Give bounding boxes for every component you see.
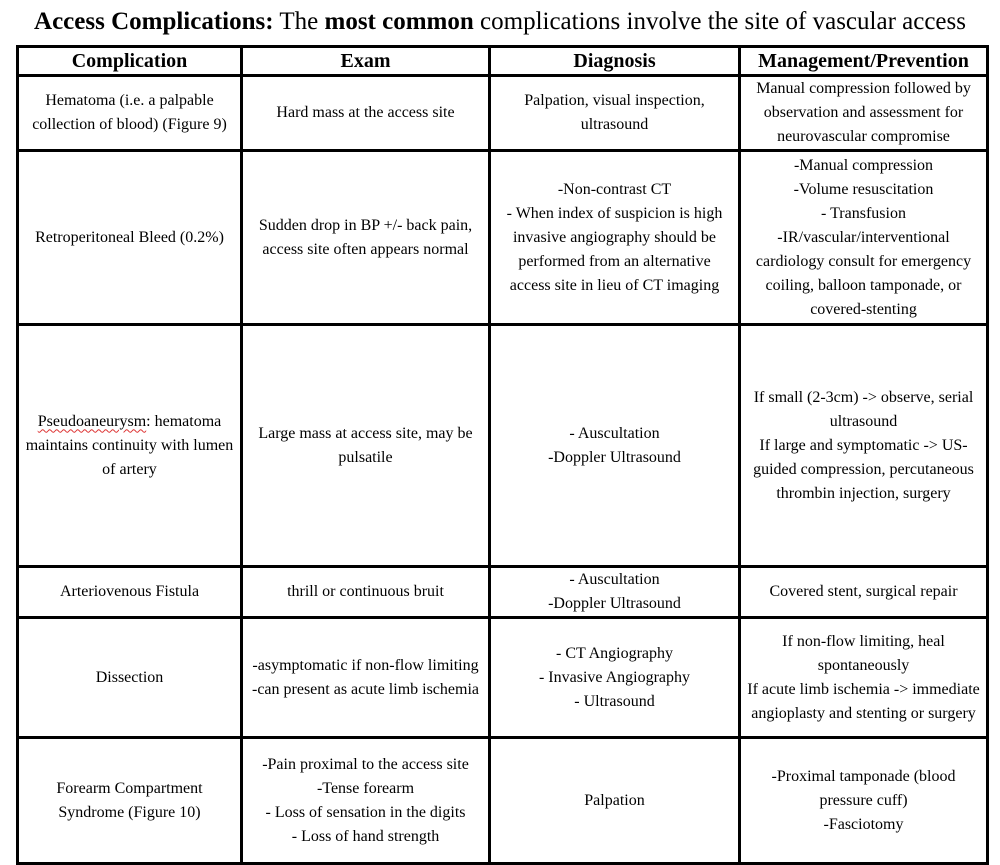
cell-management [740, 76, 988, 151]
cell-text [25, 410, 234, 482]
cell-management [740, 618, 988, 738]
cell-management [740, 151, 988, 325]
cell-exam [242, 76, 490, 151]
cell-text: -Doppler Ultrasound [548, 448, 681, 466]
cell-text: If acute limb ischemia -> immediate angioplasty and stenting or surgery [747, 680, 980, 722]
cell-text: If small (2-3cm) -> observe, serial ultrasound [753, 388, 974, 430]
header-management: Management/Prevention [740, 47, 988, 76]
cell-exam [242, 738, 490, 864]
cell-text: -Pain proximal to the access site [262, 755, 469, 773]
cell-complication [18, 618, 242, 738]
cell-text: -Tense forearm [316, 779, 415, 797]
cell-text: -Non-contrast CT [557, 180, 672, 198]
cell-text: - Loss of sensation in the digits [265, 803, 466, 821]
cell-text: - When index of suspicion is high invasive angiography should be performed from an alternative access site in lieu of CT imaging [506, 204, 723, 294]
cell-text: -Doppler Ultrasound [548, 595, 681, 612]
cell-text: -Proximal tamponade (blood pressure cuff) [771, 767, 956, 809]
cell-text: - Auscultation [569, 424, 660, 442]
cell-text: - CT Angiography [555, 644, 674, 662]
cell-management [740, 738, 988, 864]
cell-text: - Ultrasound [574, 692, 655, 710]
title-lead: Access Complications: [34, 8, 274, 35]
cell-complication [18, 151, 242, 325]
cell-text: -Manual compression [793, 156, 934, 174]
header-exam: Exam [242, 47, 490, 76]
header-diagnosis: Diagnosis [490, 47, 740, 76]
cell-text: Covered stent, surgical repair [769, 583, 958, 600]
cell-management [740, 325, 988, 567]
cell-exam [242, 325, 490, 567]
cell-text: Sudden drop in BP +/- back pain, access site often appears normal [258, 216, 473, 258]
cell-text: - Transfusion [821, 204, 906, 222]
cell-text: -asymptomatic if non-flow limiting [252, 656, 479, 674]
cell-exam [242, 618, 490, 738]
cell-text: If non-flow limiting, heal spontaneously [782, 632, 945, 674]
table-header-row [18, 47, 988, 76]
cell-text: -IR/vascular/interventional cardiology consult for emergency coiling, balloon tamponade, or covered-stenting [755, 228, 972, 318]
cell-diagnosis [490, 618, 740, 738]
table-row [18, 76, 988, 151]
spellcheck-word: Pseudoaneurysm [37, 412, 147, 430]
table-row [18, 738, 988, 864]
cell-diagnosis [490, 738, 740, 864]
cell-text: -Volume resuscitation [793, 180, 934, 198]
cell-diagnosis [490, 325, 740, 567]
cell-text: -can present as acute limb ischemia [251, 680, 479, 698]
title-text-1: The [273, 8, 325, 35]
cell-complication [18, 738, 242, 864]
cell-text: Large mass at access site, may be pulsatile [258, 424, 473, 466]
title-text-2: complications involve the site of vascular access [473, 8, 966, 35]
cell-management [740, 567, 988, 618]
cell-text-rest: : hematoma maintains continuity with lumen of artery [25, 412, 234, 478]
cell-exam [242, 567, 490, 618]
cell-complication [18, 325, 242, 567]
cell-text: Hard mass at the access site [276, 104, 455, 121]
cell-text: Arteriovenous Fistula [59, 583, 200, 600]
cell-diagnosis [490, 567, 740, 618]
cell-text: Hematoma (i.e. a palpable collection of blood) (Figure 9) [32, 92, 227, 133]
cell-text: Retroperitoneal Bleed (0.2%) [35, 228, 224, 246]
cell-text: - Invasive Angiography [538, 668, 691, 686]
cell-diagnosis [490, 76, 740, 151]
table-row [18, 151, 988, 325]
cell-text: - Auscultation [569, 571, 660, 588]
cell-text: - Loss of hand strength [291, 827, 440, 845]
cell-text: Palpation [584, 791, 645, 809]
cell-text: If large and symptomatic -> US-guided compression, percutaneous thrombin injection, surgery [753, 436, 974, 502]
page-title [0, 6, 1000, 38]
cell-complication [18, 76, 242, 151]
cell-text: Dissection [95, 668, 164, 686]
cell-text: thrill or continuous bruit [287, 583, 444, 600]
complications-table [16, 45, 989, 865]
header-complication: Complication [18, 47, 242, 76]
cell-exam [242, 151, 490, 325]
cell-text: Manual compression followed by observation and assessment for neurovascular compromise [756, 80, 971, 145]
cell-diagnosis [490, 151, 740, 325]
cell-text: -Fasciotomy [823, 815, 904, 833]
table-row [18, 325, 988, 567]
cell-text: Forearm Compartment Syndrome (Figure 10) [56, 779, 203, 821]
cell-text: Palpation, visual inspection, ultrasound [524, 92, 705, 133]
table-row [18, 567, 988, 618]
cell-complication [18, 567, 242, 618]
title-emphasis: most common [324, 8, 474, 35]
table-row [18, 618, 988, 738]
